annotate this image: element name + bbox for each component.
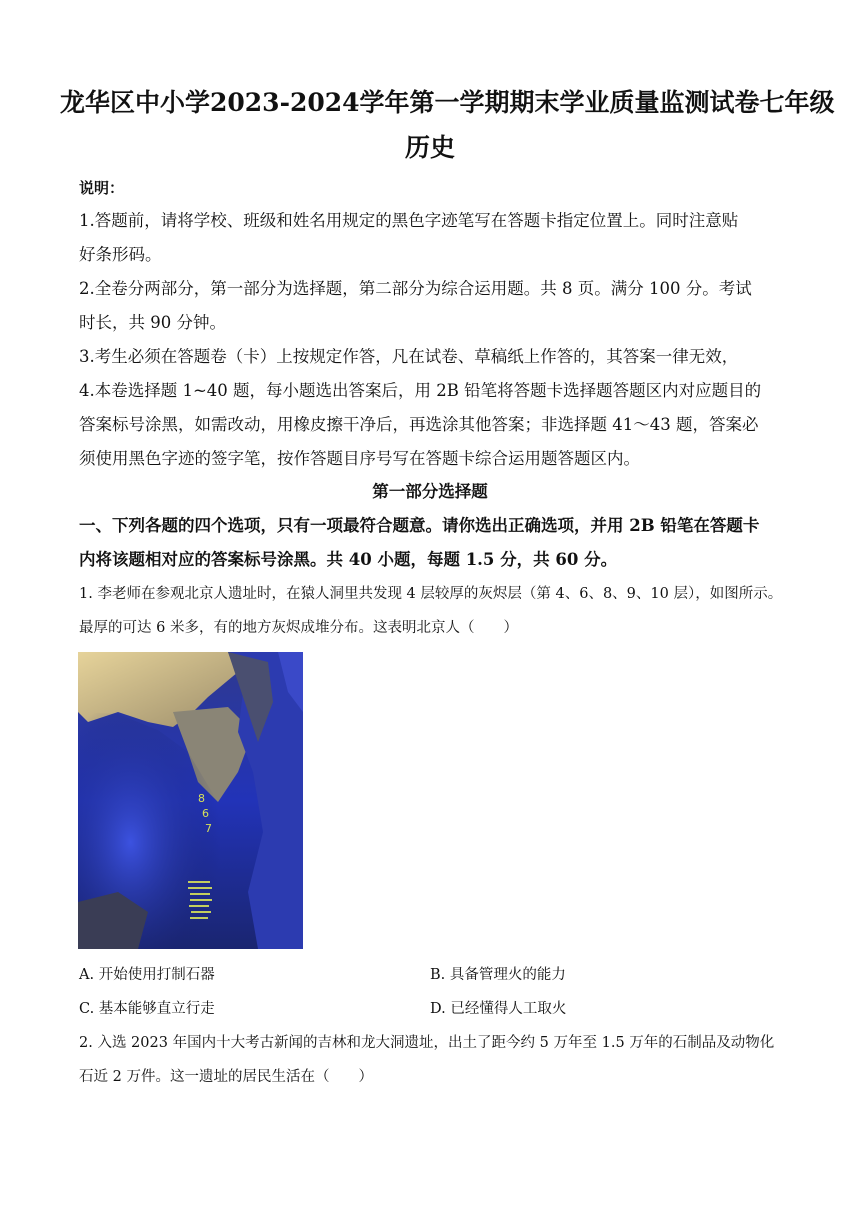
layer-mark: 8: [198, 792, 205, 805]
note-line: 答案标号涂黑，如需改动，用橡皮擦干净后，再选涂其他答案；非选择题 41～43 题，答案必: [79, 415, 759, 434]
note-line: 1.答题前，请将学校、班级和姓名用规定的黑色字迹笔写在答题卡指定位置上。同时注意贴: [79, 211, 739, 230]
q1-option-b: B. 具备管理火的能力: [430, 967, 566, 983]
note-line: 4.本卷选择题 1~40 题，每小题选出答案后，用 2B 铅笔将答题卡选择题答题区内对应题目的: [79, 381, 762, 400]
part1-title: 第一部分选择题: [372, 482, 488, 501]
exam-subject: 历史: [404, 133, 455, 162]
exam-title: 龙华区中小学2023-2024学年第一学期期末学业质量监测试卷七年级: [60, 88, 835, 117]
layer-mark: 7: [205, 822, 212, 835]
note-line: 时长，共 90 分钟。: [79, 313, 226, 332]
notes-heading: 说明：: [79, 179, 125, 197]
section1-instruction: 内将该题相对应的答案标号涂黑。共 40 小题，每题 1.5 分，共 60 分。: [79, 550, 618, 569]
question-2-stem: 2. 入选 2023 年国内十大考古新闻的吉林和龙大洞遗址，出土了距今约 5 万年至 1.5 万年的石制品及动物化: [79, 1035, 775, 1051]
note-line: 须使用黑色字迹的签字笔，按作答题目序号写在答题卡综合运用题答题区内。: [79, 449, 640, 468]
q1-option-c: C. 基本能够直立行走: [79, 1001, 215, 1017]
q1-option-d: D. 已经懂得人工取火: [430, 1001, 567, 1017]
section1-instruction: 一、下列各题的四个选项，只有一项最符合题意。请你选出正确选项，并用 2B 铅笔在答题卡: [79, 516, 760, 535]
note-line: 3.考生必须在答题卷（卡）上按规定作答，凡在试卷、草稿纸上作答的，其答案一律无效，: [79, 347, 739, 366]
peking-man-cave-photo: [78, 652, 303, 949]
q1-option-a: A. 开始使用打制石器: [79, 967, 215, 983]
note-line: 2.全卷分两部分，第一部分为选择题，第二部分为综合运用题。共 8 页。满分 100 分。考试: [79, 279, 752, 298]
question-1-stem: 1. 李老师在参观北京人遗址时，在猿人洞里共发现 4 层较厚的灰烬层（第 4、6、8、9、10 层），如图所示。: [79, 586, 783, 602]
note-line: 好条形码。: [79, 245, 162, 264]
question-2-stem: 石近 2 万件。这一遗址的居民生活在（ ）: [79, 1069, 373, 1085]
question-1-stem: 最厚的可达 6 米多，有的地方灰烬成堆分布。这表明北京人（ ）: [79, 620, 518, 636]
layer-mark: 6: [202, 807, 209, 820]
